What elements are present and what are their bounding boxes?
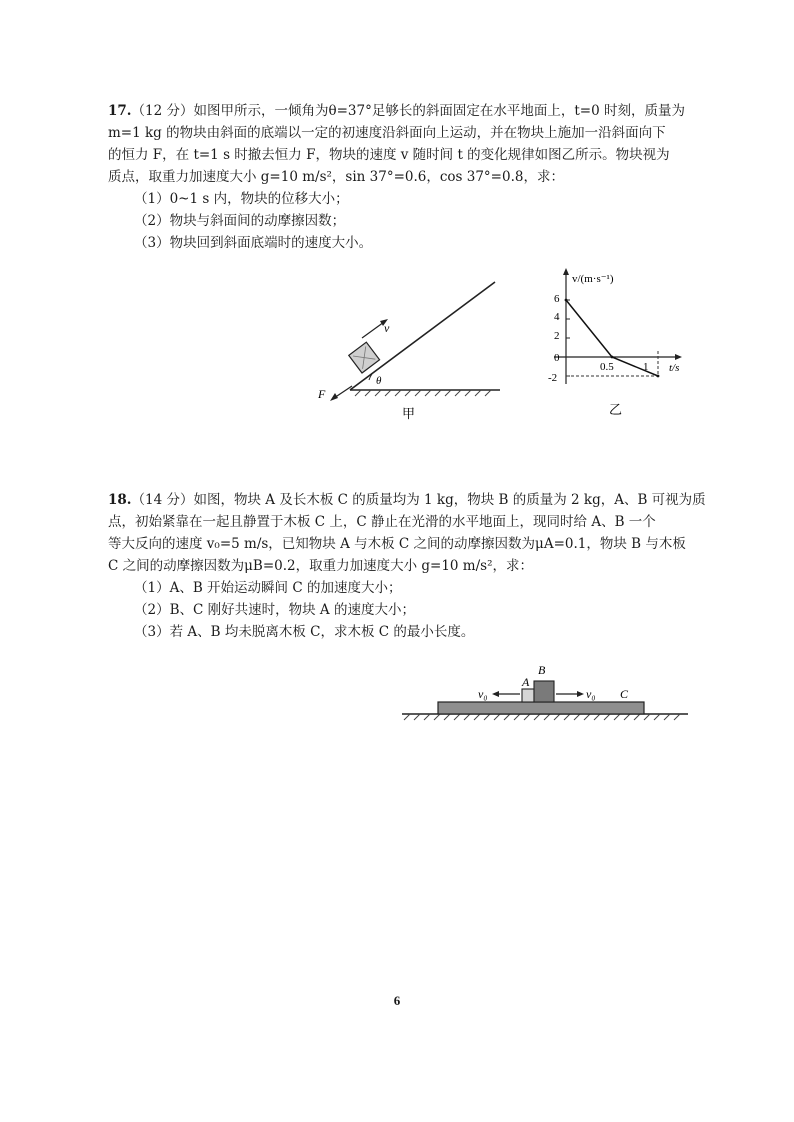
problem-18-stem-3: 等大反向的速度 v₀=5 m/s，已知物块 A 与木板 C 之间的动摩擦因数为μA=0.1，物块 B 与木板 <box>108 536 686 552</box>
problem-17-number: 17. <box>108 103 132 119</box>
problem-18-question-3: （3）若 A、B 均未脱离木板 C，求木板 C 的最小长度。 <box>134 624 475 640</box>
label-v0-left: v₀ <box>478 687 488 701</box>
floor-hatch <box>404 714 680 720</box>
y-tick-6: 6 <box>554 293 560 305</box>
figure-yi <box>526 262 706 432</box>
problem-18-question-2: （2）B、C 刚好共速时，物块 A 的速度大小； <box>134 602 415 618</box>
label-v: v <box>384 321 390 335</box>
data-point <box>565 299 568 302</box>
vt-chart <box>526 262 706 432</box>
x-axis-label: t/s <box>669 362 680 374</box>
figure-board <box>398 658 690 728</box>
problem-18-score: （14 分） <box>131 492 194 508</box>
label-f: F <box>318 387 326 401</box>
block <box>349 342 380 373</box>
label-theta: θ <box>376 375 382 387</box>
caption-jia: 甲 <box>402 406 416 421</box>
x-tick-1: 1 <box>643 361 649 373</box>
y-tick-4: 4 <box>554 311 560 323</box>
figure-jia-svg <box>310 270 510 430</box>
block-a <box>522 689 534 702</box>
figure-board-svg <box>398 658 690 728</box>
problem-17 <box>108 100 708 254</box>
y-tick-0: 0 <box>554 352 560 364</box>
force-arrow-head <box>330 393 338 401</box>
label-a: A <box>522 675 530 689</box>
data-point <box>611 356 614 359</box>
problem-17-question-1: （1）0~1 s 内，物块的位移大小； <box>134 191 349 207</box>
data-point <box>657 375 660 378</box>
problem-18-stem-1: 如图，物块 A 及长木板 C 的质量均为 1 kg，物块 B 的质量为 2 kg，A、B 可视为质 <box>193 492 706 508</box>
board-c <box>438 702 644 714</box>
x-tick-0-5: 0.5 <box>600 361 614 373</box>
arrow-right-head <box>577 691 584 697</box>
problem-17-stem-3: 的恒力 F，在 t=1 s 时撤去恒力 F，物块的速度 v 随时间 t 的变化规律如图乙所示。物块视为 <box>108 147 670 163</box>
y-tick-2: 2 <box>554 330 560 342</box>
problem-18-stem-2: 点，初始紧靠在一起且静置于木板 C 上，C 静止在光滑的水平地面上，现同时给 A、B 一个 <box>108 514 656 530</box>
problem-17-stem-2: m=1 kg 的物块由斜面的底端以一定的初速度沿斜面向上运动，并在物块上施加一沿斜面向下 <box>108 125 666 141</box>
problem-18-line-1 <box>108 489 708 511</box>
arrow-left-head <box>492 691 499 697</box>
problem-18-number: 18. <box>108 492 132 508</box>
label-b: B <box>538 663 546 677</box>
y-tick-neg2: -2 <box>548 372 558 384</box>
label-c: C <box>620 687 629 701</box>
y-axis-label: v/(m·s⁻¹) <box>572 273 614 285</box>
incline-line <box>350 282 495 390</box>
x-axis-arrow <box>675 354 682 360</box>
page-number: 6 <box>393 993 401 1008</box>
problem-17-line-1 <box>108 100 708 122</box>
velocity-arrow <box>362 322 384 338</box>
block-b <box>534 681 554 702</box>
problem-17-stem-4: 质点，取重力加速度大小 g=10 m/s²，sin 37°=0.6，cos 37°=0.8，求： <box>108 169 564 185</box>
problem-18 <box>108 489 708 643</box>
problem-17-question-3: （3）物块回到斜面底端时的速度大小。 <box>134 235 373 251</box>
problem-17-score: （12 分） <box>131 103 194 119</box>
problem-17-question-2: （2）物块与斜面间的动摩擦因数； <box>134 213 346 229</box>
problem-17-stem-1: 如图甲所示，一倾角为θ=37°足够长的斜面固定在水平地面上，t=0 时刻，质量为 <box>193 103 685 119</box>
caption-yi: 乙 <box>609 402 623 417</box>
y-axis-arrow <box>563 268 569 275</box>
figure-jia <box>310 270 510 430</box>
ground-hatch <box>355 390 491 396</box>
label-v0-right: v₀ <box>586 687 596 701</box>
problem-18-stem-4: C 之间的动摩擦因数为μB=0.2，取重力加速度大小 g=10 m/s²，求： <box>108 558 533 574</box>
problem-18-question-1: （1）A、B 开始运动瞬间 C 的加速度大小； <box>134 580 402 596</box>
